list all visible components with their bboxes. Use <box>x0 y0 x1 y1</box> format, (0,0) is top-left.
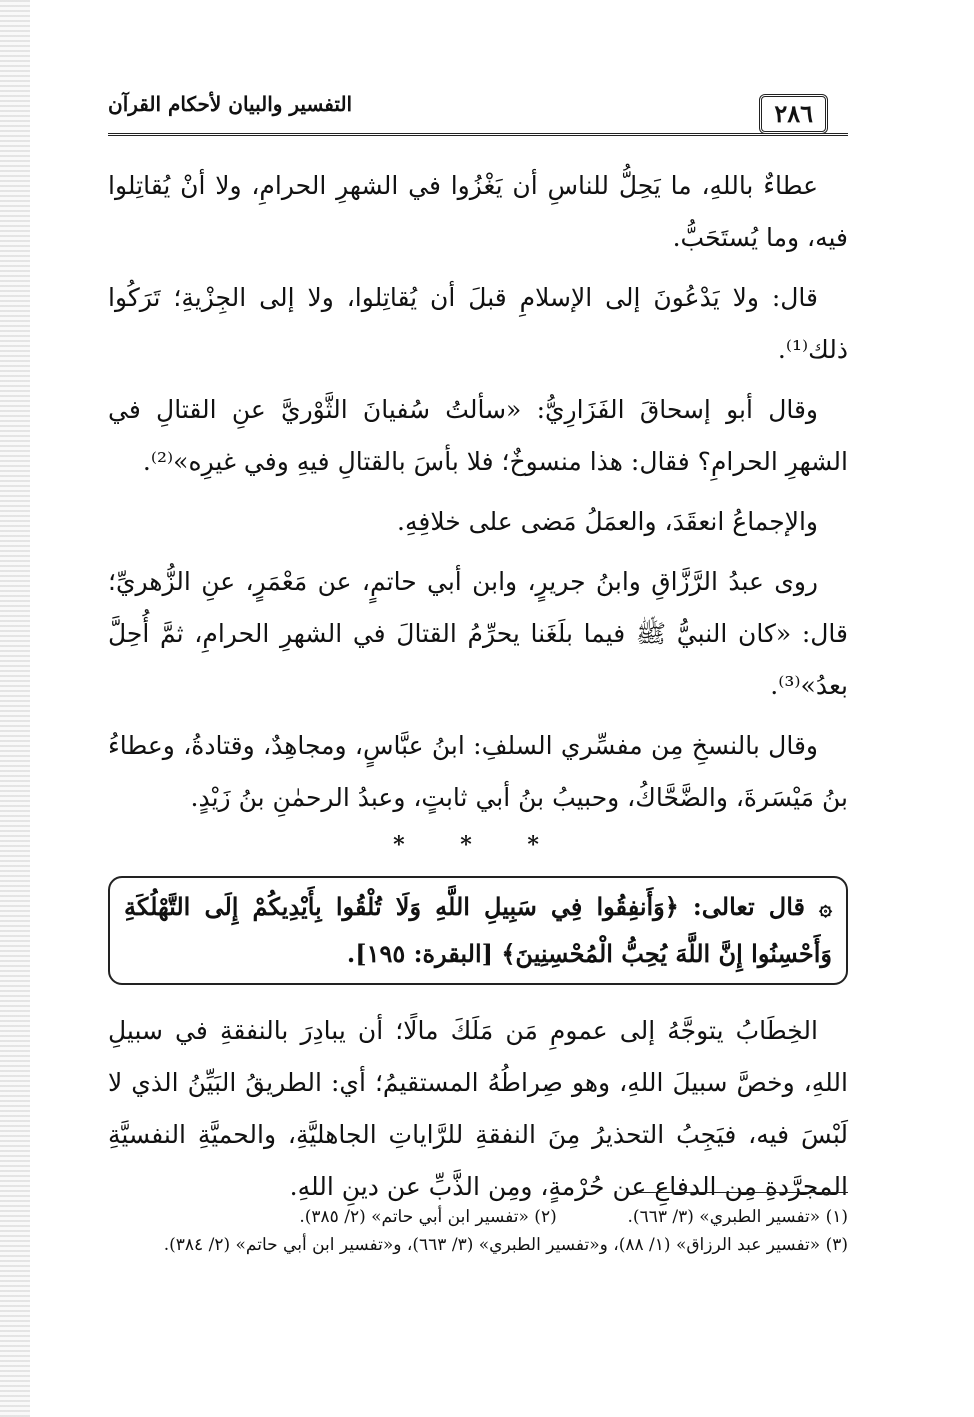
verse-mark-icon: ۞ <box>819 895 833 921</box>
commentary-paragraph: الخِطَابُ يتوجَّهُ إلى عمومِ مَن مَلَكَ مالًا؛ أن يبادِرَ بالنفقةِ في سبيلِ اللهِ، وخصَّ سبيلَ اللهِ، وهو صِراطُهُ المستقيمُ؛ أي: الطريقُ البَيِّنُ الذي لا لَبْسَ فيه، فيَجِبُ التحذيرُ مِنَ النفقةِ للرَّاياتِ الجاهليَّةِ، والحميَّةِ النفسيَّةِ المجرَّدةِ مِن الدفاعِ عن حُرْمةٍ، ومِن الذَّبِّ عن دينِ اللهِ. <box>108 1016 848 1201</box>
footnote-rule <box>638 1192 848 1193</box>
footnotes <box>108 1192 848 1259</box>
section-separator: * * * <box>393 832 563 858</box>
verse-box <box>108 876 848 985</box>
page-number: ٢٨٦ <box>759 94 828 134</box>
footnote-line <box>108 1203 848 1231</box>
main-text <box>108 160 848 1221</box>
paragraph: وقال بالنسخِ مِن مفسِّري السلفِ: ابنُ عبَّاسٍ، ومجاهِدٌ، وقتادةُ، وعطاءُ بنُ مَيْسَرةَ، والضَّحَّاكُ، وحبيبُ بنُ أبي ثابتٍ، وعبدُ الرحمٰنِ بنُ زَيْدٍ. <box>108 731 848 812</box>
header-rule <box>108 133 848 136</box>
verse-text: قال تعالى: ﴿وَأَنفِقُوا فِي سَبِيلِ اللَّهِ وَلَا تُلْقُوا بِأَيْدِيكُمْ إِلَى التَّهْلُكَةِ وَأَحْسِنُوا إِنَّ اللَّهَ يُحِبُّ الْمُحْسِنِينَ﴾ [البقرة: ١٩٥]. <box>124 892 832 968</box>
footnote-1: (١) «تفسير الطبري» (٣/ ٦٦٣). <box>627 1207 848 1227</box>
paragraph: روى عبدُ الرَّزَّاقِ وابنُ جريرٍ، وابن أبي حاتمٍ، عن مَعْمَرٍ، عنِ الزُّهريِّ؛ قال: «كان النبيُّ ﷺ فيما بلَغَنا يحرِّمُ القتالَ في الشهرِ الحرامِ، ثمَّ أُحِلَّ بعدُ»⁽³⁾. <box>108 567 848 700</box>
page-header <box>108 84 848 150</box>
paragraph: وقال أبو إسحاقَ الفَزَارِيُّ: «سألتُ سُفيانَ الثَّوْريَّ عنِ القتالِ في الشهرِ الحرامِ؟ فقال: هذا منسوخٌ؛ فلا بأسَ بالقتالِ فيهِ وفي غيرِه»⁽²⁾. <box>108 395 848 476</box>
book-title: التفسير والبيان لأحكام القرآن <box>108 92 353 116</box>
paragraph: عطاءٌ باللهِ، ما يَحِلُّ للناسِ أن يَغْزُوا في الشهرِ الحرامِ، ولا أنْ يُقاتِلوا فيه، وما يُستَحَبُّ. <box>108 171 848 252</box>
paragraph: والإجماعُ انعقَدَ، والعمَلُ مَضى على خلافِهِ. <box>397 507 818 536</box>
footnote-3: (٣) «تفسير عبد الرزاق» (١/ ٨٨)، و«تفسير الطبري» (٣/ ٦٦٣)، و«تفسير ابن أبي حاتم» (٢/ ٣٨٤). <box>163 1235 848 1255</box>
footnote-2: (٢) «تفسير ابن أبي حاتم» (٢/ ٣٨٥). <box>299 1207 557 1227</box>
scan-edge <box>0 0 30 1417</box>
paragraph: قال: ولا يَدْعُونَ إلى الإسلامِ قبلَ أن يُقاتِلوا، ولا إلى الجِزْيةِ؛ تَرَكُوا ذلك⁽¹⁾. <box>108 283 848 364</box>
